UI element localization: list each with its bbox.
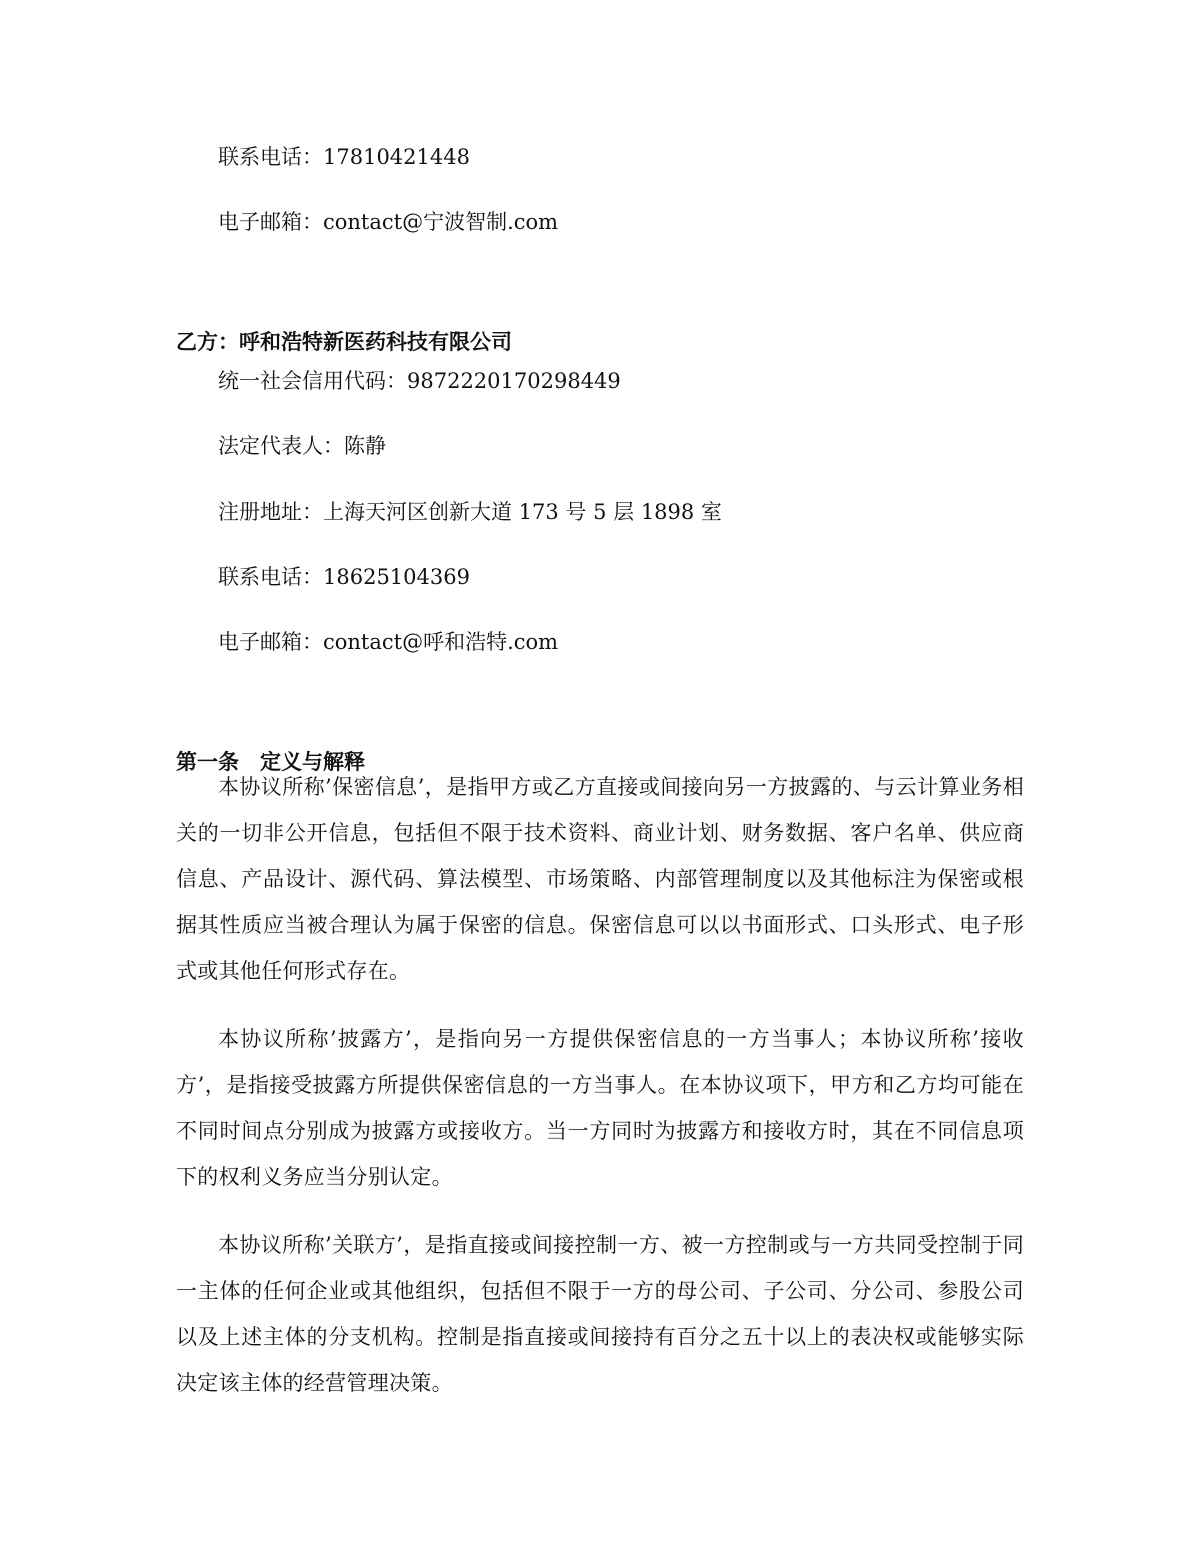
article-1-paragraph-1: 本协议所称’保密信息’，是指甲方或乙方直接或间接向另一方披露的、与云计算业务相关的一切非公开信息，包括但不限于技术资料、商业计划、财务数据、客户名单、供应商信息、产品设计、源代码、算法模型、市场策略、内部管理制度以及其他标注为保密或根据其性质应当被合理认为属于保密的信息。保密信息可以以书面形式、口头形式、电子形式或其他任何形式存在。 xyxy=(176,775,1024,983)
party-a-email: 电子邮箱：contact@宁波智制.com xyxy=(218,210,559,234)
party-b-email: 电子邮箱：contact@呼和浩特.com xyxy=(218,630,559,654)
article-1-paragraph-2: 本协议所称’披露方’，是指向另一方提供保密信息的一方当事人；本协议所称’接收方’，是指接受披露方所提供保密信息的一方当事人。在本协议项下，甲方和乙方均可能在不同时间点分别成为披露方或接收方。当一方同时为披露方和接收方时，其在不同信息项下的权利义务应当分别认定。 xyxy=(176,1027,1024,1189)
article-1-heading: 第一条 定义与解释 xyxy=(176,750,365,774)
party-b-credit-code: 统一社会信用代码：9872220170298449 xyxy=(218,369,621,393)
article-1-paragraph-3: 本协议所称’关联方’，是指直接或间接控制一方、被一方控制或与一方共同受控制于同一主体的任何企业或其他组织，包括但不限于一方的母公司、子公司、分公司、参股公司以及上述主体的分支机构。控制是指直接或间接持有百分之五十以上的表决权或能够实际决定该主体的经营管理决策。 xyxy=(176,1233,1024,1395)
party-b-title: 乙方：呼和浩特新医药科技有限公司 xyxy=(176,330,512,354)
party-b-legal-rep: 法定代表人：陈静 xyxy=(218,434,386,458)
party-a-phone: 联系电话：17810421448 xyxy=(218,145,470,169)
party-b-phone: 联系电话：18625104369 xyxy=(218,565,470,589)
party-b-address: 注册地址：上海天河区创新大道 173 号 5 层 1898 室 xyxy=(218,500,722,524)
